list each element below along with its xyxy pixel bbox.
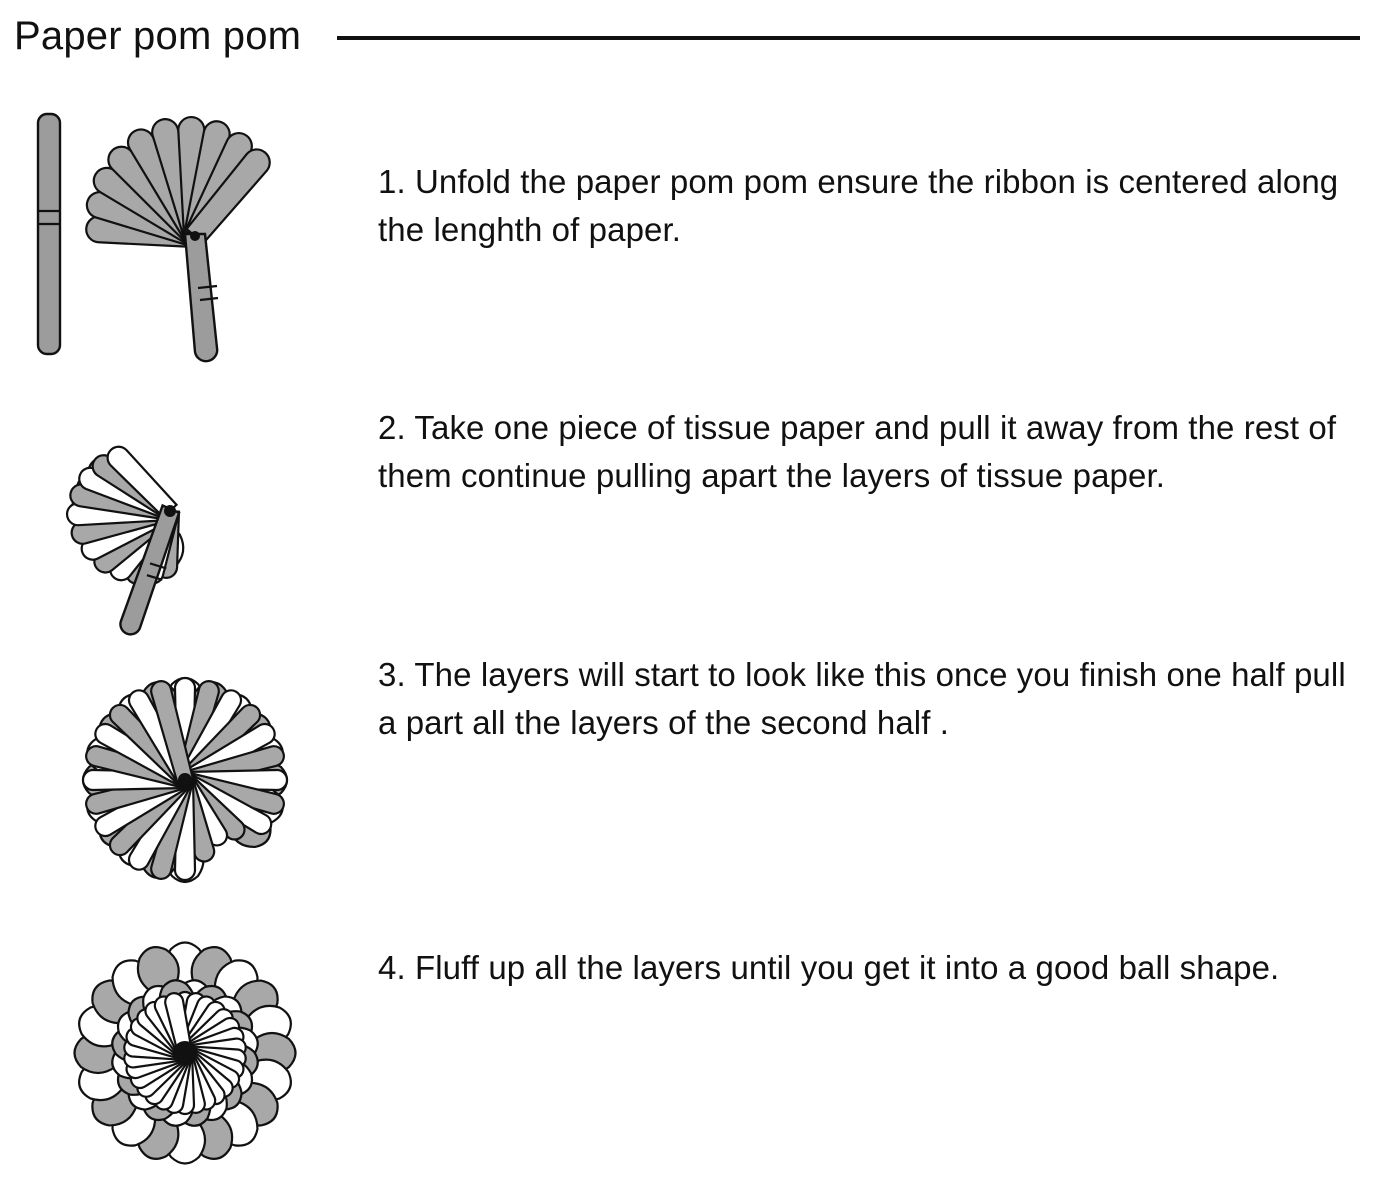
step-3-figure xyxy=(0,651,370,909)
three-quarter-pom-pom-icon xyxy=(82,677,288,883)
folded-fan-icon xyxy=(84,116,276,361)
step-1-text-cell xyxy=(370,106,1368,254)
step-instruction-text: 1. Unfold the paper pom pom ensure the ribbon is centered along the lenghth of paper. xyxy=(378,163,1339,248)
step-2-figure xyxy=(0,376,370,641)
step-4-text-cell xyxy=(370,924,1368,992)
steps-container xyxy=(0,96,1376,1182)
step-instruction-text: 2. Take one piece of tissue paper and pull it away from the rest of them continue pulling apart the layers of tissue paper. xyxy=(378,409,1337,494)
ribbon-strip-icon xyxy=(38,114,60,354)
step-instruction-text: 3. The layers will start to look like this once you finish one half pull a part all the layers of the second half . xyxy=(378,656,1346,741)
step-row xyxy=(0,924,1368,1194)
step-row xyxy=(0,106,1368,376)
step-4-figure xyxy=(0,924,370,1182)
page-title: Paper pom pom xyxy=(14,14,302,58)
step-2-text-cell xyxy=(370,376,1368,500)
header-divider-rule xyxy=(337,36,1360,40)
page-header xyxy=(14,6,1366,66)
step-row xyxy=(0,376,1368,651)
step-3-text-cell xyxy=(370,651,1368,747)
step-instruction-text: 4. Fluff up all the layers until you get it into a good ball shape. xyxy=(378,949,1280,986)
step-row xyxy=(0,651,1368,921)
half-opened-fan-icon xyxy=(67,442,190,638)
step-1-figure xyxy=(0,106,370,366)
finished-pom-pom-ball-icon xyxy=(74,942,297,1165)
